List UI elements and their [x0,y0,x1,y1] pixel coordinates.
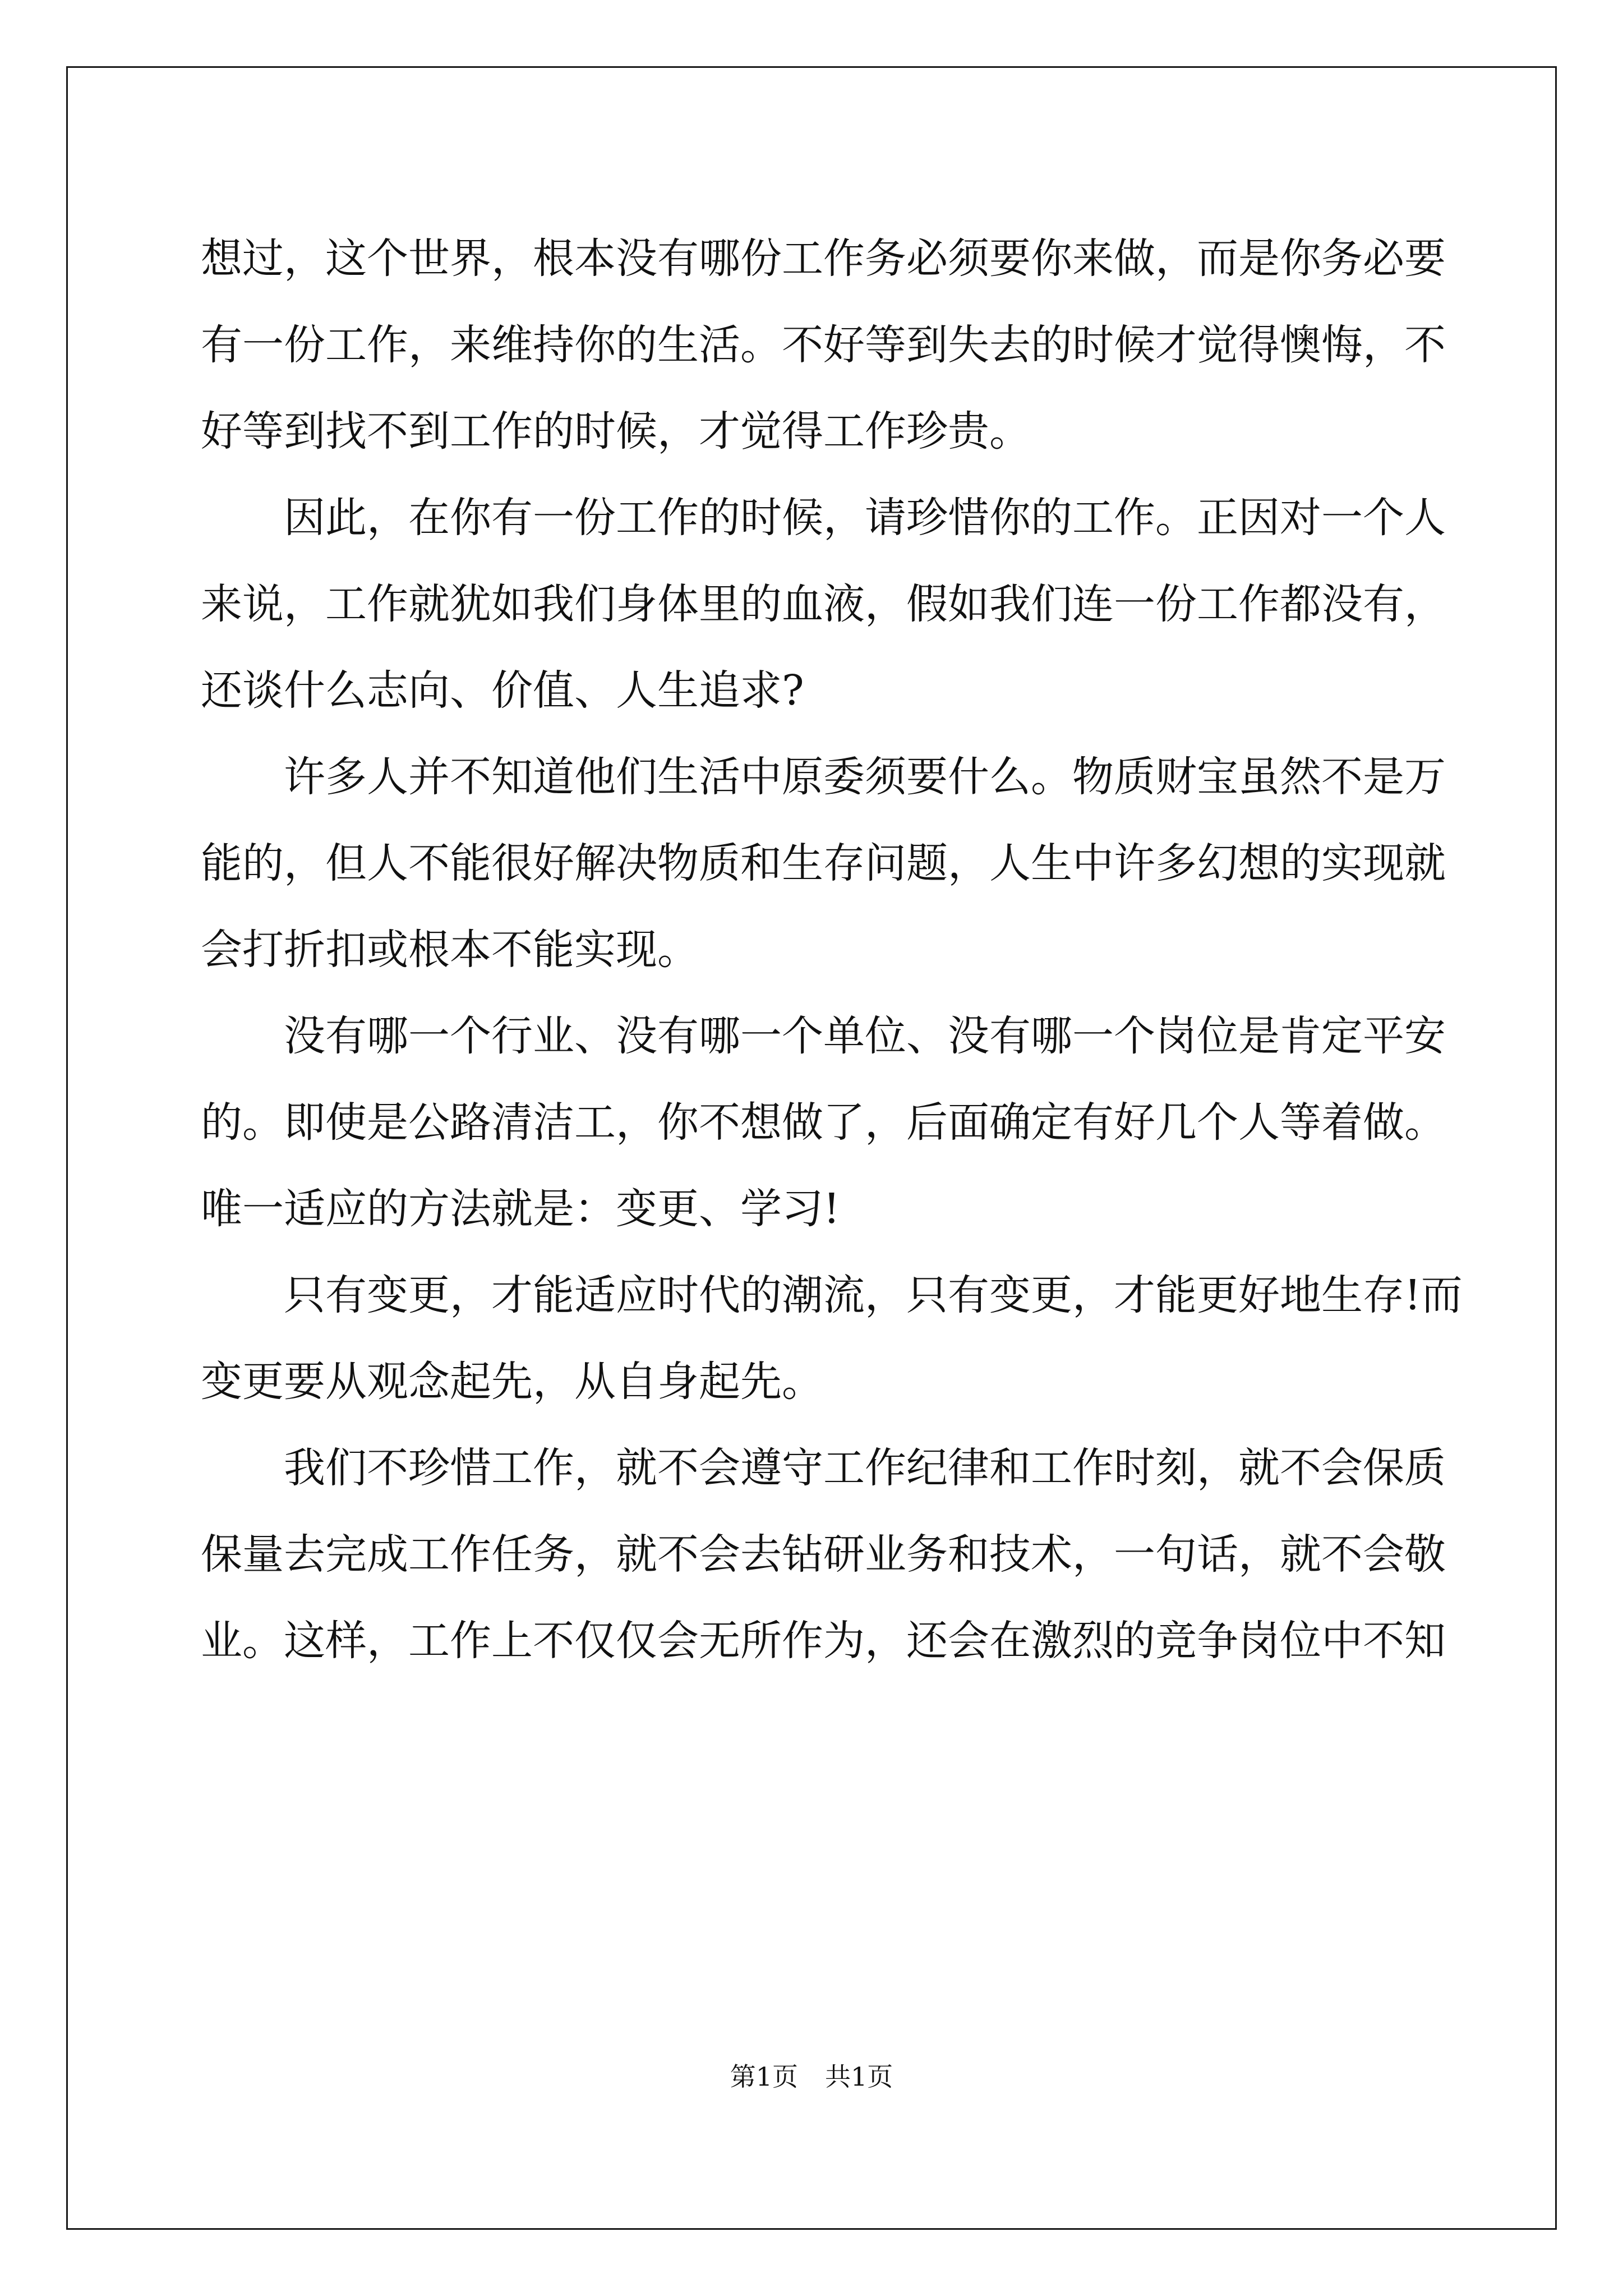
text-line: 还谈什么志向、价值、人生追求? [201,666,804,715]
text-line: 许多人并不知道他们生活中原委须要什么。物质财宝虽然不是万 [284,753,1446,801]
paragraph [201,1425,1446,1684]
text-line: 好等到找不到工作的时候，才觉得工作珍贵。 [201,407,1031,455]
document-body [201,215,1463,1684]
text-line: 有一份工作，来维持你的生活。不好等到失去的时候才觉得懊悔，不 [201,321,1446,369]
paragraph [201,215,1446,475]
text-line: 想过，这个世界，根本没有哪份工作务必须要你来做，而是你务必要 [201,234,1446,283]
text-line: 唯一适应的方法就是：变更、学习! [201,1185,840,1233]
page-footer [0,2060,1623,2093]
text-line: 只有变更，才能适应时代的潮流，只有变更，才能更好地生存!而 [284,1271,1463,1319]
text-line: 没有哪一个行业、没有哪一个单位、没有哪一个岗位是肯定平安 [284,1012,1446,1060]
text-line: 会打折扣或根本不能实现。 [201,926,699,974]
text-line: 来说，工作就犹如我们身体里的血液，假如我们连一份工作都没有， [201,580,1446,628]
text-line: 业。这样，工作上不仅仅会无所作为，还会在激烈的竞争岗位中不知 [201,1617,1446,1665]
text-line: 能的，但人不能很好解决物质和生存问题，人生中许多幻想的实现就 [201,839,1446,887]
page-total: 共1页 [825,2062,893,2092]
page-number: 第1页 [730,2062,798,2092]
paragraph [201,1252,1463,1425]
paragraph [201,475,1446,734]
paragraph [201,993,1446,1252]
text-line: 保量去完成工作任务，就不会去钻研业务和技术，一句话，就不会敬 [201,1530,1446,1579]
text-line: 我们不珍惜工作，就不会遵守工作纪律和工作时刻，就不会保质 [284,1444,1446,1492]
paragraph [201,734,1446,993]
text-line: 的。即使是公路清洁工，你不想做了，后面确定有好几个人等着做。 [201,1098,1446,1147]
text-line: 因此，在你有一份工作的时候，请珍惜你的工作。正因对一个人 [284,494,1446,542]
text-line: 变更要从观念起先，从自身起先。 [201,1358,823,1406]
